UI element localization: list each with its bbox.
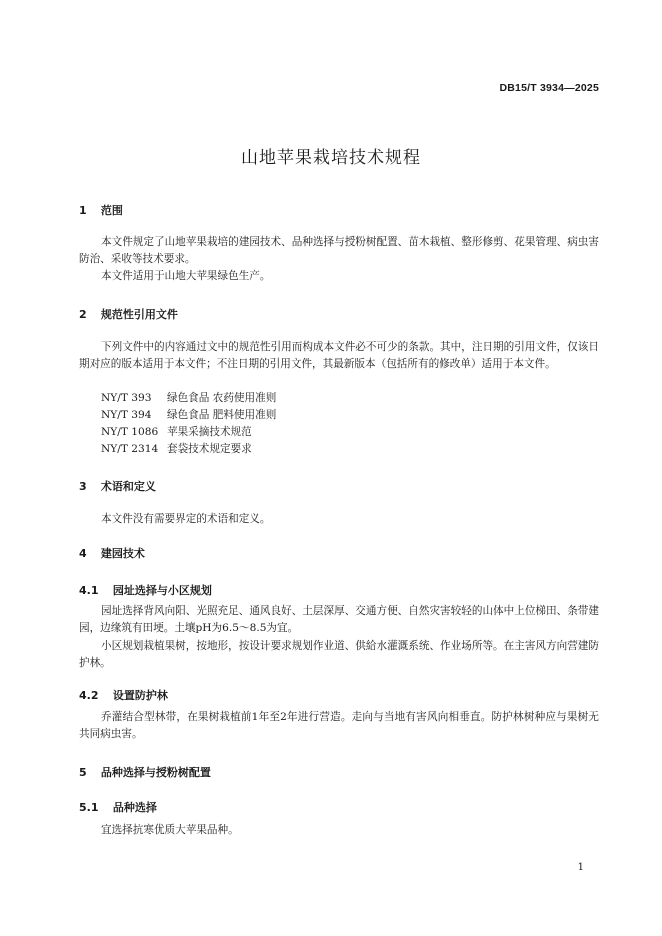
- reference-code: NY/T 2314: [101, 443, 159, 455]
- subsection-heading-4-1: [79, 582, 212, 598]
- page-number: 1: [577, 862, 584, 873]
- subsection-number: 4.2: [79, 689, 99, 702]
- reference-code: NY/T 1086: [101, 426, 159, 438]
- subsection-heading-5-1: [79, 799, 157, 815]
- section-title: 品种选择与授粉树配置: [100, 766, 211, 779]
- section-heading-4: [79, 545, 145, 561]
- reference-item: [101, 424, 252, 439]
- paragraph: 本文件适用于山地大苹果绿色生产。: [101, 270, 271, 282]
- section-number: 3: [79, 480, 87, 493]
- reference-item: [101, 407, 276, 422]
- reference-code: NY/T 393: [101, 392, 152, 404]
- reference-name: 套袋技术规定要求: [167, 443, 252, 455]
- subsection-title: 园址选择与小区规划: [112, 584, 212, 597]
- reference-name: 绿色食品 农药使用准则: [167, 392, 277, 404]
- section-number: 1: [79, 204, 87, 217]
- paragraph: 下列文件中的内容通过文中的规范性引用而构成本文件必不可少的条款。其中，注日期的引用文件，仅该日期对应的版本适用于本文件；不注日期的引用文件，其最新版本（包括所有的修改单）适用于本文件。: [79, 341, 599, 370]
- subsection-title: 品种选择: [112, 801, 157, 814]
- section-title: 术语和定义: [100, 480, 156, 493]
- section-number: 4: [79, 547, 87, 560]
- section-number: 5: [79, 766, 87, 779]
- section-heading-1: [79, 202, 123, 218]
- reference-item: [101, 390, 276, 405]
- reference-item: [101, 441, 252, 456]
- reference-code: NY/T 394: [101, 409, 152, 421]
- section-title: 范围: [100, 204, 123, 217]
- paragraph: 小区规划栽植果树，按地形，按设计要求规划作业道、供給水灌溉系统、作业场所等。在主害风方向营建防护林。: [79, 640, 599, 669]
- paragraph: 本文件没有需要界定的术语和定义。: [101, 513, 271, 525]
- subsection-number: 4.1: [79, 584, 99, 597]
- section-number: 2: [79, 308, 87, 321]
- section-heading-5: [79, 764, 211, 780]
- paragraph: 乔灌结合型林带，在果树栽植前1年至2年进行营造。走向与当地有害风向相垂直。防护林树种应与果树无共同病虫害。: [79, 711, 599, 740]
- subsection-heading-4-2: [79, 687, 168, 703]
- section-heading-2: [79, 306, 178, 322]
- paragraph: 本文件规定了山地苹果栽培的建园技术、品种选择与授粉树配置、苗木栽植、整形修剪、花果管理、病虫害防治、采收等技术要求。: [79, 236, 599, 265]
- paragraph: 宜选择抗寒优质大苹果品种。: [101, 824, 239, 836]
- standard-code: DB15/T 3934—2025: [499, 82, 599, 94]
- subsection-title: 设置防护林: [112, 689, 168, 702]
- section-title: 规范性引用文件: [100, 308, 178, 321]
- section-title: 建园技术: [100, 547, 145, 560]
- section-heading-3: [79, 478, 156, 494]
- reference-name: 苹果采摘技术规范: [167, 426, 252, 438]
- reference-name: 绿色食品 肥料使用准则: [167, 409, 277, 421]
- paragraph: 园址选择背风向阳、光照充足、通风良好、土层深厚、交通方便、自然灾害较轻的山体中上位梯田、条带建园，边缘筑有田埂。土壤pH为6.5～8.5为宜。: [79, 605, 599, 634]
- document-title: 山地苹果栽培技术规程: [241, 148, 421, 168]
- subsection-number: 5.1: [79, 801, 99, 814]
